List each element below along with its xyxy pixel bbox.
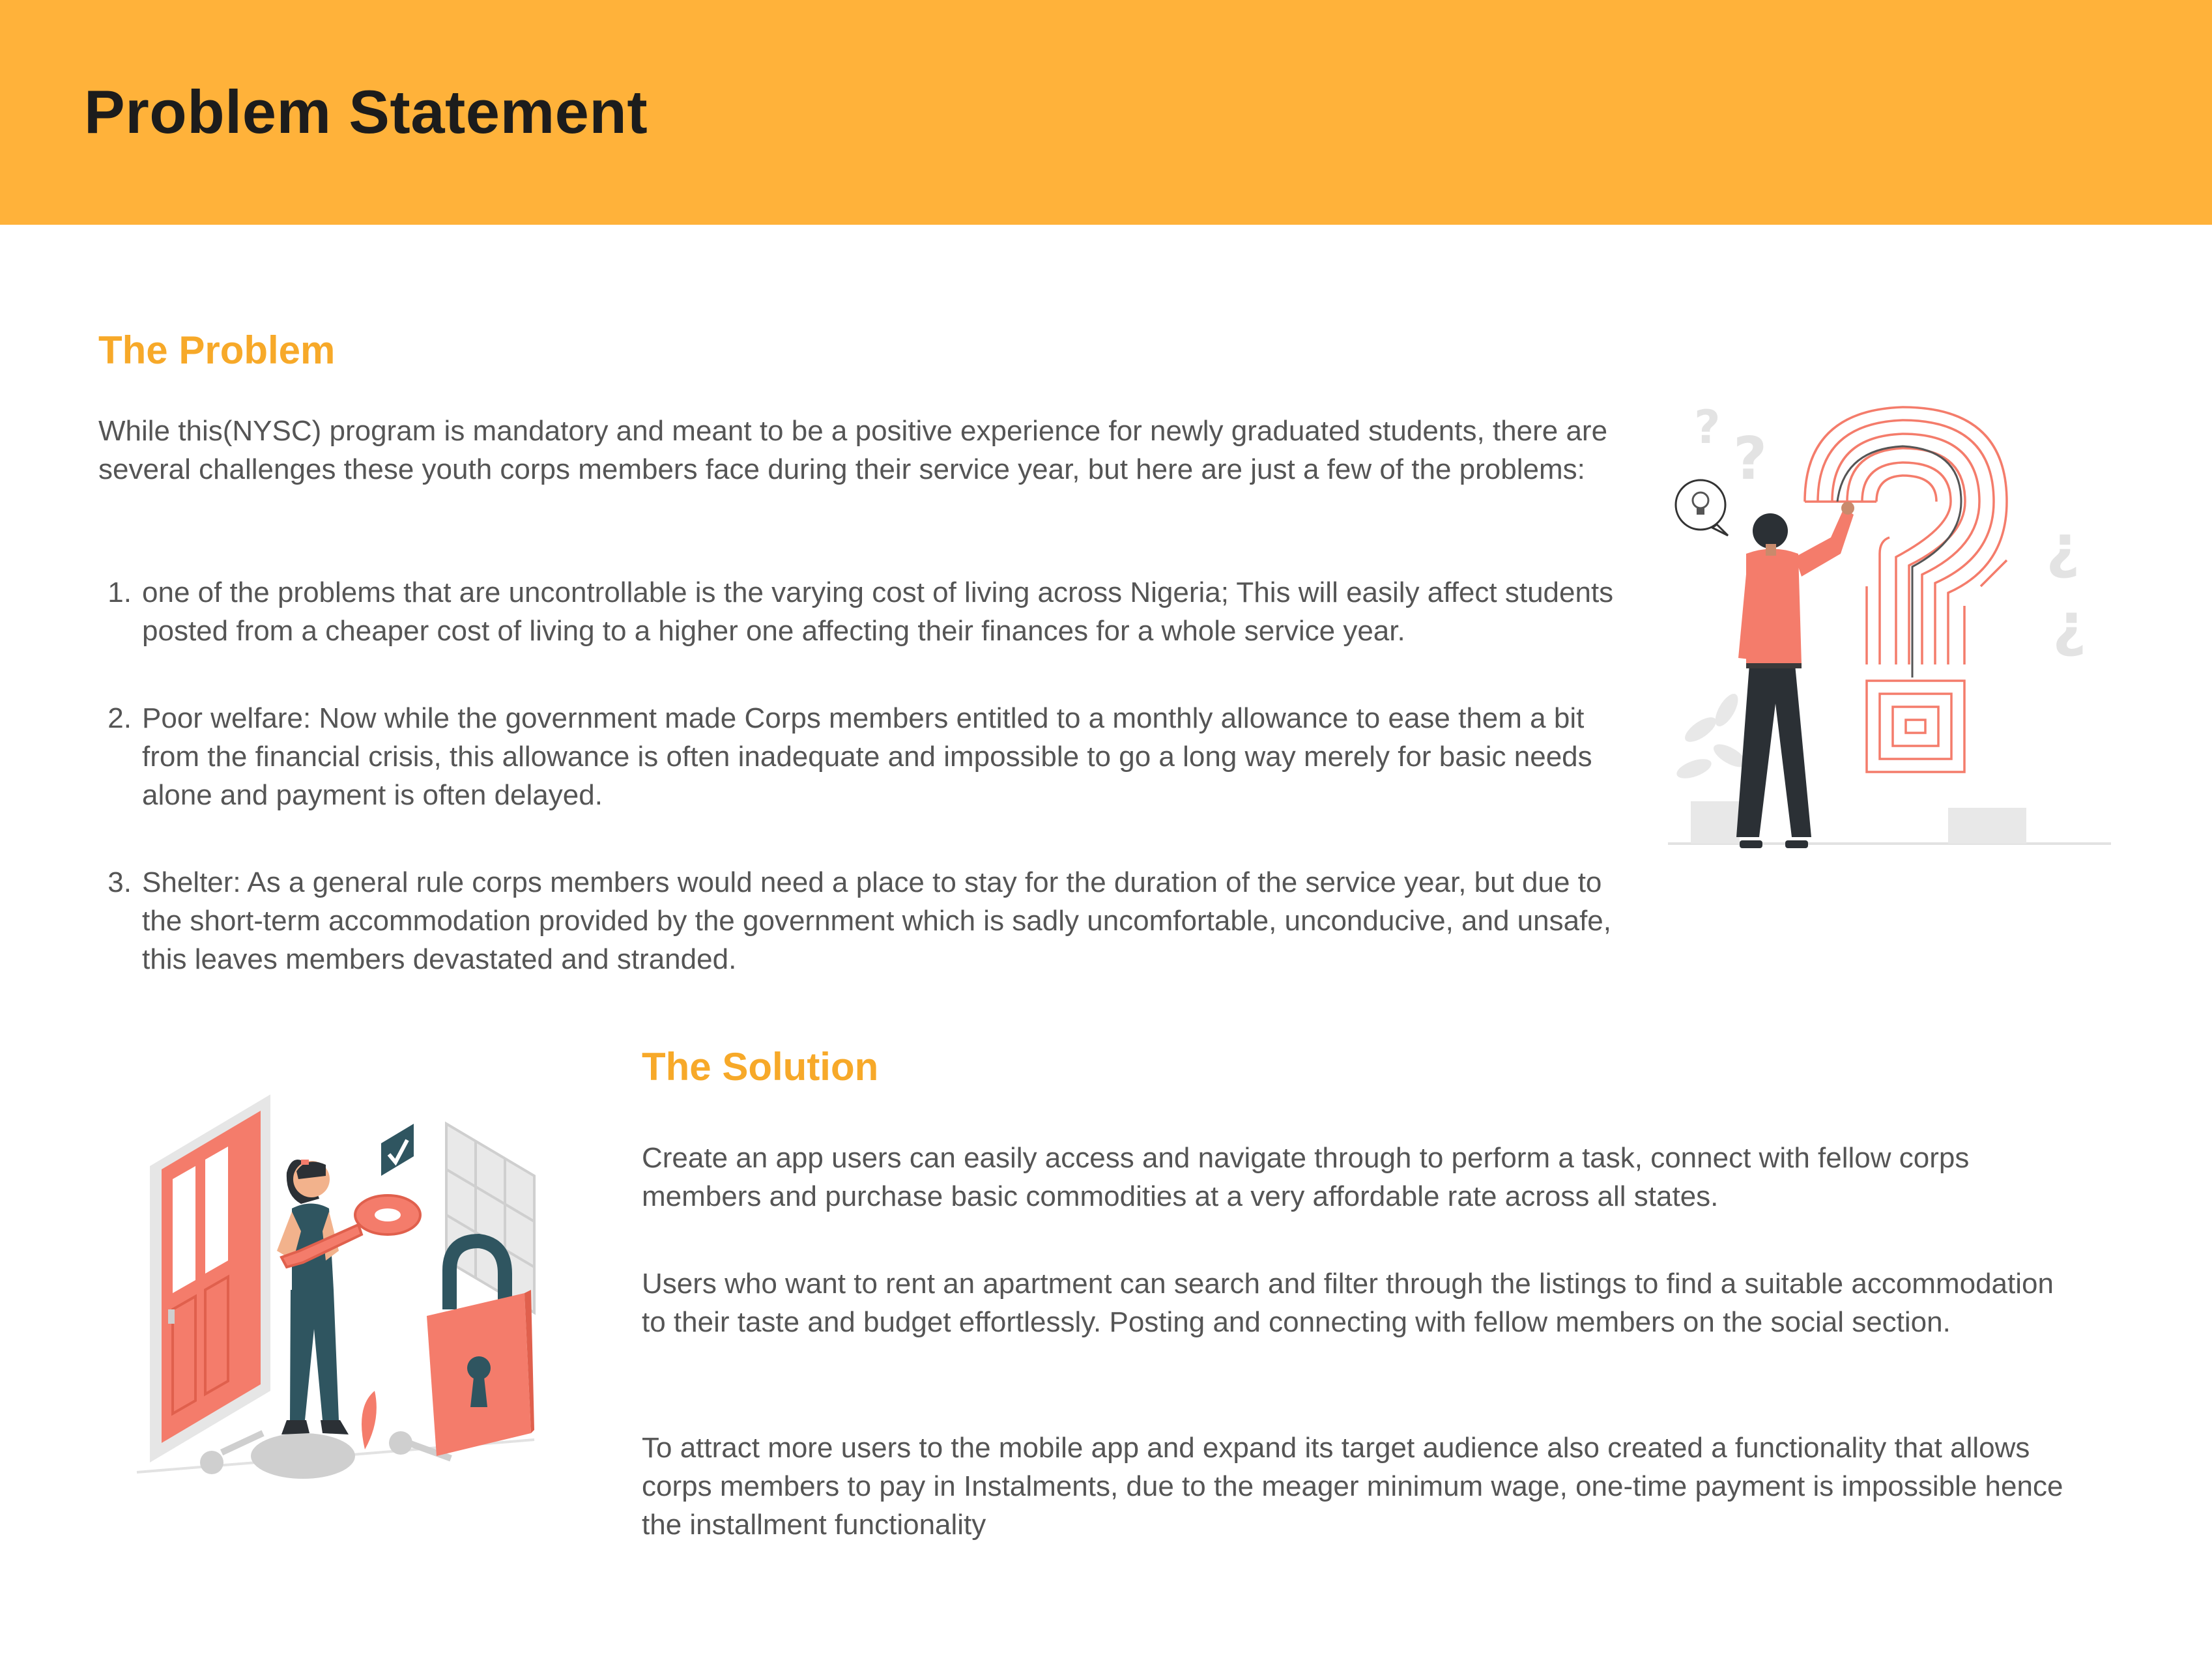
- faded-question-icon: ?: [1733, 425, 1768, 493]
- list-item: [98, 573, 1642, 650]
- maze-question-illustration: [1655, 391, 2118, 853]
- list-item-text: Shelter: As a general rule corps members would need a place to stay for the duration of the service year, but due to the short-term accommodation provided by the government which is sadly uncomfortable, unconducive, and unsafe, this leaves members devastated and stranded.: [142, 866, 1611, 975]
- key-padlock-illustration: [130, 1094, 547, 1492]
- solution-paragraph-2: Users who want to rent an apartment can search and filter through the listings to find a suitable accommodation to their taste and budget effortlessly. Posting and connecting with fellow members on the social section.: [642, 1268, 2054, 1338]
- problem-list: [98, 573, 1642, 1027]
- checkmark-badge-icon: [381, 1124, 414, 1176]
- header-banner: [0, 0, 2212, 225]
- window: [446, 1124, 534, 1313]
- leaf: [362, 1391, 377, 1449]
- lightbulb-bubble-icon: [1676, 480, 1728, 535]
- list-item-text: Poor welfare: Now while the government made Corps members entitled to a monthly allowance to ease them a bit from the financial crisis, this allowance is often inadequate and impossible to go a long way merely for basic needs alone and payment is often delayed.: [142, 702, 1592, 811]
- list-item: [98, 699, 1642, 814]
- list-item-number: 3.: [108, 866, 132, 898]
- man-figure: [1736, 502, 1854, 848]
- list-item-text: one of the problems that are uncontrollable is the varying cost of living across Nigeria; This will easily affect students posted from a cheaper cost of living to a higher one affecting their finances for a whole service year.: [142, 577, 1614, 647]
- list-item-number: 2.: [108, 702, 132, 734]
- maze-question-mark: [1805, 407, 2007, 772]
- list-item: [98, 863, 1642, 978]
- solution-heading: The Solution: [642, 1045, 879, 1089]
- woman-figure: [277, 1160, 349, 1434]
- door: [150, 1094, 270, 1462]
- inverted-question-icon: ¿: [2046, 513, 2080, 581]
- solution-paragraph-1: Create an app users can easily access and navigate through to perform a task, connect with fellow corps members and purchase basic commodities at a very affordable rate across all states.: [642, 1142, 1970, 1212]
- inverted-question-icon: ¿: [2052, 591, 2087, 659]
- shadow: [251, 1433, 355, 1479]
- solution-paragraph-3: To attract more users to the mobile app and expand its target audience also created a functionality that allows corps members to pay in Instalments, due to the meager minimum wage, one-time payment is impossible hence the installment functionality: [642, 1432, 2063, 1541]
- box: [1948, 808, 2026, 844]
- list-item-number: 1.: [108, 577, 132, 608]
- problem-heading: The Problem: [98, 328, 336, 372]
- problem-intro: While this(NYSC) program is mandatory and meant to be a positive experience for newly graduated students, there are several challenges these youth corps members face during their service year, but here are just a few of the problems:: [98, 415, 1608, 485]
- faded-question-icon: ?: [1694, 401, 1721, 454]
- page-title: Problem Statement: [84, 78, 648, 146]
